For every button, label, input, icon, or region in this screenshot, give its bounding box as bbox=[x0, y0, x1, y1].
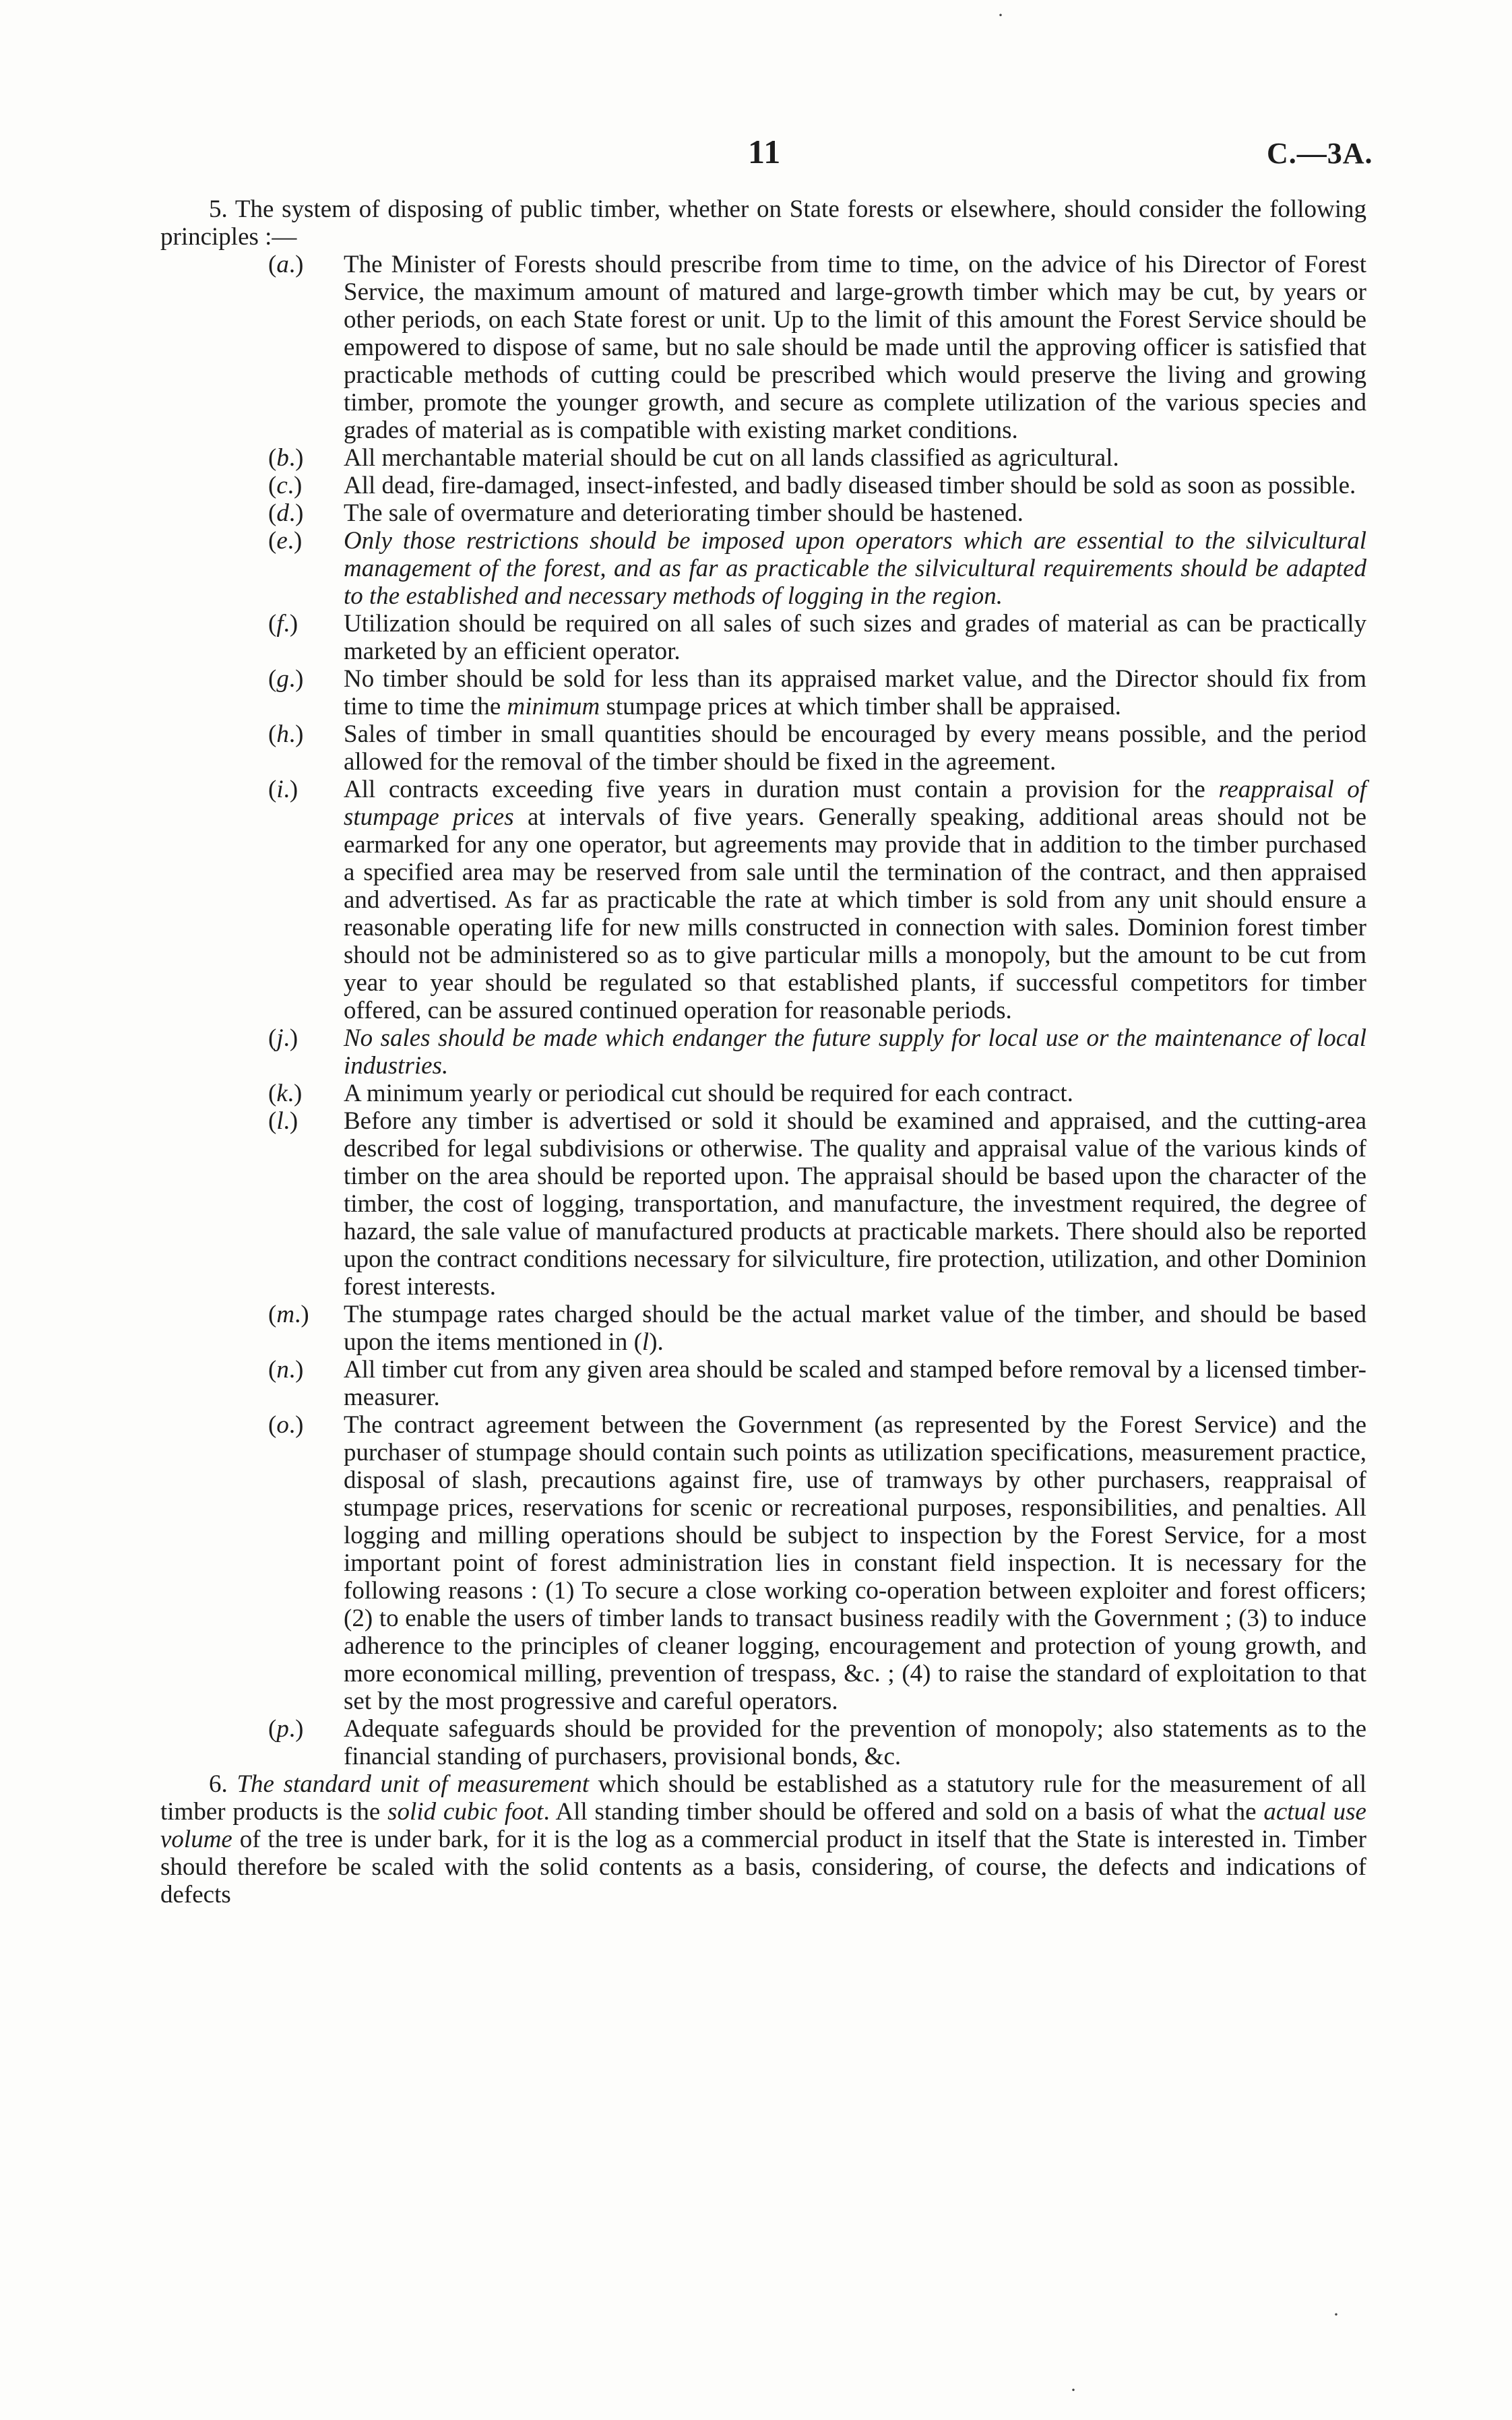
item-text bbox=[344, 527, 1366, 610]
item-text bbox=[344, 1080, 1073, 1107]
item-label: (g.) bbox=[268, 665, 304, 693]
italic-text: actual use volume bbox=[160, 1798, 1366, 1853]
item-text bbox=[344, 1107, 1366, 1301]
item-label: (h.) bbox=[268, 720, 304, 748]
item-letter: g bbox=[276, 665, 289, 693]
item-text bbox=[344, 1715, 1366, 1770]
document-reference: C.—3A. bbox=[1267, 137, 1373, 170]
item-label: (o.) bbox=[268, 1411, 304, 1439]
item-label: (j.) bbox=[268, 1024, 298, 1052]
item-text bbox=[344, 1356, 1366, 1411]
item-label: (f.) bbox=[268, 610, 298, 638]
item-text bbox=[344, 1301, 1366, 1356]
text-run: stumpage prices at which timber shall be appraised. bbox=[600, 693, 1121, 720]
item-label: (i.) bbox=[268, 776, 298, 803]
item-letter: l bbox=[276, 1107, 284, 1135]
item-label: (p.) bbox=[268, 1715, 304, 1743]
item-letter: n bbox=[276, 1356, 289, 1384]
italic-text: solid cubic foot bbox=[387, 1798, 544, 1826]
item-text bbox=[344, 1024, 1366, 1080]
text-run: . All standing timber should be offered and sold on a basis of what the bbox=[543, 1798, 1264, 1826]
principle-item-p bbox=[268, 1715, 1366, 1770]
text-run: The Minister of Forests should prescribe from time to time, on the advice of his Director of Forest Service, the maximum amount of matured and large-growth timber which may be cut, by years or other periods, on each State forest or unit. Up to the limit of this amount the Forest Service should be empowered to dispose of same, but no sale should be made until the approving officer is satisfied that practicable methods of cutting could be prescribed which would preserve the living and growing timber, promote the younger growth, and secure as complete utilization of the various species and grades of material as is compatible with existing market conditions. bbox=[344, 251, 1366, 444]
item-text bbox=[344, 610, 1366, 665]
principle-item-i bbox=[268, 776, 1366, 1024]
item-text bbox=[344, 1411, 1366, 1715]
principle-item-n bbox=[268, 1356, 1366, 1411]
item-text bbox=[344, 776, 1366, 1024]
text-run: The contract agreement between the Government (as represented by the Forest Service) and the purchaser of stumpage should contain such points as utilization specifications, measurement practice, disposal of slash, precautions against fire, use of tramways by other purchasers, reappraisal of stumpage prices, reservations for scenic or recreational purposes, responsibilities, and penalties. All logging and milling operations should be subject to inspection by the Forest Service, for a most important point of forest administration lies in constant field inspection. It is necessary for the following reasons : (1) To secure a close working co-operation between exploiter and forest officers; (2) to enable the users of timber lands to transact business readily with the Government ; (3) to induce adherence to the principles of cleaner logging, encouragement and protection of young growth, and more economical milling, prevention of trespass, &c. ; (4) to raise the standard of exploitation to that set by the most progressive and careful operators. bbox=[344, 1411, 1366, 1715]
principle-item-a bbox=[268, 251, 1366, 444]
text-run: The stumpage rates charged should be the actual market value of the timber, and should be based upon the items mentioned in ( bbox=[344, 1301, 1366, 1356]
section-6-paragraph bbox=[160, 1770, 1366, 1909]
item-letter: f bbox=[276, 610, 284, 638]
text-run: All dead, fire-damaged, insect-infested, and badly diseased timber should be sold as soon as possible. bbox=[344, 472, 1356, 499]
text-run: 6. bbox=[209, 1770, 237, 1798]
item-letter: d bbox=[276, 499, 289, 527]
item-text bbox=[344, 499, 1023, 527]
item-letter: b bbox=[276, 444, 289, 472]
item-letter: k bbox=[276, 1080, 288, 1107]
item-label: (n.) bbox=[268, 1356, 304, 1384]
stray-mark: · bbox=[1070, 2379, 1077, 2401]
italic-text: The standard unit of measurement bbox=[237, 1770, 590, 1798]
item-text bbox=[344, 472, 1356, 499]
principle-item-h bbox=[268, 720, 1366, 776]
text-run: The sale of overmature and deteriorating timber should be hastened. bbox=[344, 499, 1023, 527]
text-run: No timber should be sold for less than its appraised market value, and the Director should fix from time to time the bbox=[344, 665, 1366, 720]
item-text bbox=[344, 665, 1366, 720]
item-text bbox=[344, 720, 1366, 776]
item-letter: i bbox=[276, 776, 284, 803]
principle-item-b bbox=[268, 444, 1366, 472]
text-run: of the tree is under bark, for it is the log as a commercial product in itself that the State is interested in. Timber should therefore be scaled with the solid contents as a basis, considering, of course, the defects and indications of defects bbox=[160, 1826, 1366, 1909]
principle-item-c bbox=[268, 472, 1366, 499]
text-run: at intervals of five years. Generally speaking, additional areas should not be earmarked for any one operator, but agreements may provide that in addition to the timber purchased a specified area may be reserved from sale until the termination of the contract, and then appraised and advertised. As far as practicable the rate at which timber is sold from any unit should ensure a reasonable operating life for new mills constructed in connection with sales. Dominion forest timber should not be administered so as to give particular mills a monopoly, but the amount to be cut from year to year should be regulated so that established plants, if successful competitors for timber offered, can be assured continued operation for reasonable periods. bbox=[344, 803, 1366, 1024]
stray-mark: · bbox=[1333, 2303, 1340, 2326]
item-label: (b.) bbox=[268, 444, 304, 472]
item-letter: o bbox=[276, 1411, 289, 1439]
stray-mark: · bbox=[997, 4, 1004, 26]
principle-item-j bbox=[268, 1024, 1366, 1080]
italic-text: reappraisal of stumpage prices bbox=[344, 776, 1366, 831]
text-run: All timber cut from any given area should be scaled and stamped before removal by a licensed timber-measurer. bbox=[344, 1356, 1366, 1411]
item-letter: p bbox=[276, 1715, 289, 1743]
italic-text: Only those restrictions should be imposed upon operators which are essential to the silvicultural management of the forest, and as far as practicable the silvicultural requirements should be adapted to the established and necessary methods of logging in the region. bbox=[344, 527, 1366, 610]
item-label: (k.) bbox=[268, 1080, 303, 1107]
text-run: Before any timber is advertised or sold it should be examined and appraised, and the cutting-area described for legal subdivisions or otherwise. The quality and appraisal value of the various kinds of timber on the area should be reported upon. The appraisal should be based upon the character of the timber, the cost of logging, transportation, and manufacture, the investment required, the degree of hazard, the sale value of manufactured products at practicable markets. There should also be reported upon the contract conditions necessary for silviculture, fire protection, utilization, and other Dominion forest interests. bbox=[344, 1107, 1366, 1301]
principle-item-o bbox=[268, 1411, 1366, 1715]
italic-text: No sales should be made which endanger the future supply for local use or the maintenance of local industries. bbox=[344, 1024, 1366, 1080]
item-text bbox=[344, 444, 1119, 472]
item-label: (m.) bbox=[268, 1301, 309, 1328]
item-letter: j bbox=[276, 1024, 284, 1052]
text-run: All contracts exceeding five years in duration must contain a provision for the bbox=[344, 776, 1219, 803]
principle-item-d bbox=[268, 499, 1366, 527]
item-text bbox=[344, 251, 1366, 444]
principle-item-l bbox=[268, 1107, 1366, 1301]
principle-item-e bbox=[268, 527, 1366, 610]
principle-item-g bbox=[268, 665, 1366, 720]
section-5-intro: 5. The system of disposing of public timber, whether on State forests or elsewhere, should consider the following principles :— bbox=[160, 195, 1366, 251]
item-label: (a.) bbox=[268, 251, 304, 278]
body-text bbox=[160, 195, 1366, 1909]
italic-text: l bbox=[641, 1328, 650, 1356]
text-run: A minimum yearly or periodical cut should be required for each contract. bbox=[344, 1080, 1073, 1107]
principles-list bbox=[160, 251, 1366, 1770]
item-letter: h bbox=[276, 720, 289, 748]
principle-item-f bbox=[268, 610, 1366, 665]
item-label: (l.) bbox=[268, 1107, 298, 1135]
item-letter: m bbox=[276, 1301, 295, 1328]
item-label: (c.) bbox=[268, 472, 303, 499]
text-run: Sales of timber in small quantities should be encouraged by every means possible, and the period allowed for the removal of the timber should be fixed in the agreement. bbox=[344, 720, 1366, 776]
text-run: which should be established as a statutory rule for the measurement of all timber products is the bbox=[160, 1770, 1366, 1826]
text-run: Adequate safeguards should be provided for the prevention of monopoly; also statements as to the financial standing of purchasers, provisional bonds, &c. bbox=[344, 1715, 1366, 1770]
text-run: Utilization should be required on all sales of such sizes and grades of material as can be practically marketed by an efficient operator. bbox=[344, 610, 1366, 665]
principle-item-m bbox=[268, 1301, 1366, 1356]
item-label: (d.) bbox=[268, 499, 304, 527]
text-run: All merchantable material should be cut on all lands classified as agricultural. bbox=[344, 444, 1119, 472]
item-letter: a bbox=[276, 251, 289, 278]
italic-text: minimum bbox=[507, 693, 600, 720]
principle-item-k bbox=[268, 1080, 1366, 1107]
text-run: ). bbox=[649, 1328, 664, 1356]
item-letter: e bbox=[276, 527, 288, 555]
item-label: (e.) bbox=[268, 527, 303, 555]
page-number: 11 bbox=[748, 133, 782, 170]
item-letter: c bbox=[276, 472, 288, 499]
